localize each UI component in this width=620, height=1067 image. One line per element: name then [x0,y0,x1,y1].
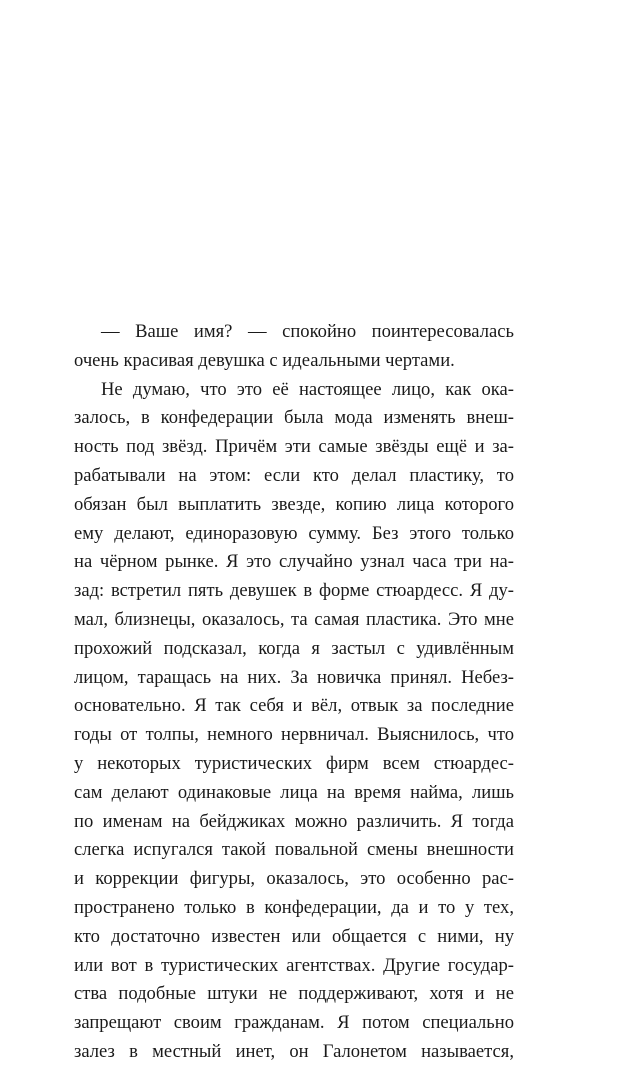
text-line: залез в местный инет, он Галонетом называется, [74,1040,514,1062]
text-line: годы от толпы, немного нервничал. Выяснилось, что [74,724,514,746]
text-line: по именам на бейджиках можно различить. Я тогда [74,810,514,832]
text-line: зад: встретил пять девушек в форме стюардесс. Я ду- [74,580,514,602]
text-line: — Ваше имя? — спокойно поинтересовалась [101,321,514,342]
text-line: обязан был выплатить звезде, копию лица которого [74,493,514,515]
text-line: у некоторых туристических фирм всем стюардес- [74,752,514,774]
text-line: Не думаю, что это её настоящее лицо, как ока- [101,378,514,400]
text-line: лицом, таращась на них. За новичка принял. Небез- [74,666,514,688]
text-line: на чёрном рынке. Я это случайно узнал часа три на- [74,551,514,573]
page-text [74,318,514,1067]
text-line: сам делают одинаковые лица на время найма, лишь [74,781,514,803]
text-line: ность под звёзд. Причём эти самые звёзды ещё и за- [74,436,514,458]
text-line: прохожий подсказал, когда я застыл с удивлённым [74,637,514,659]
text-line: основательно. Я так себя и вёл, отвык за последние [74,695,514,717]
text-line: кто достаточно известен или общается с ними, ну [74,925,514,947]
text-line: очень красивая девушка с идеальными чертами. [74,349,455,371]
text-line: слегка испугался такой повальной смены внешности [74,839,514,861]
text-line: залось, в конфедерации была мода изменять внеш- [74,407,514,429]
text-line: и коррекции фигуры, оказалось, это особенно рас- [74,868,514,890]
text-line: запрещают своим гражданам. Я потом специально [74,1012,514,1034]
text-line: рабатывали на этом: если кто делал пластику, то [74,464,514,486]
text-line: ства подобные штуки не поддерживают, хотя и не [74,983,514,1005]
text-line: ему делают, единоразовую сумму. Без этого только [74,522,514,544]
text-line: мал, близнецы, оказалось, та самая пластика. Это мне [74,608,514,630]
text-line: пространено только в конфедерации, да и то у тех, [74,896,514,918]
text-line: или вот в туристических агентствах. Другие государ- [74,954,514,976]
